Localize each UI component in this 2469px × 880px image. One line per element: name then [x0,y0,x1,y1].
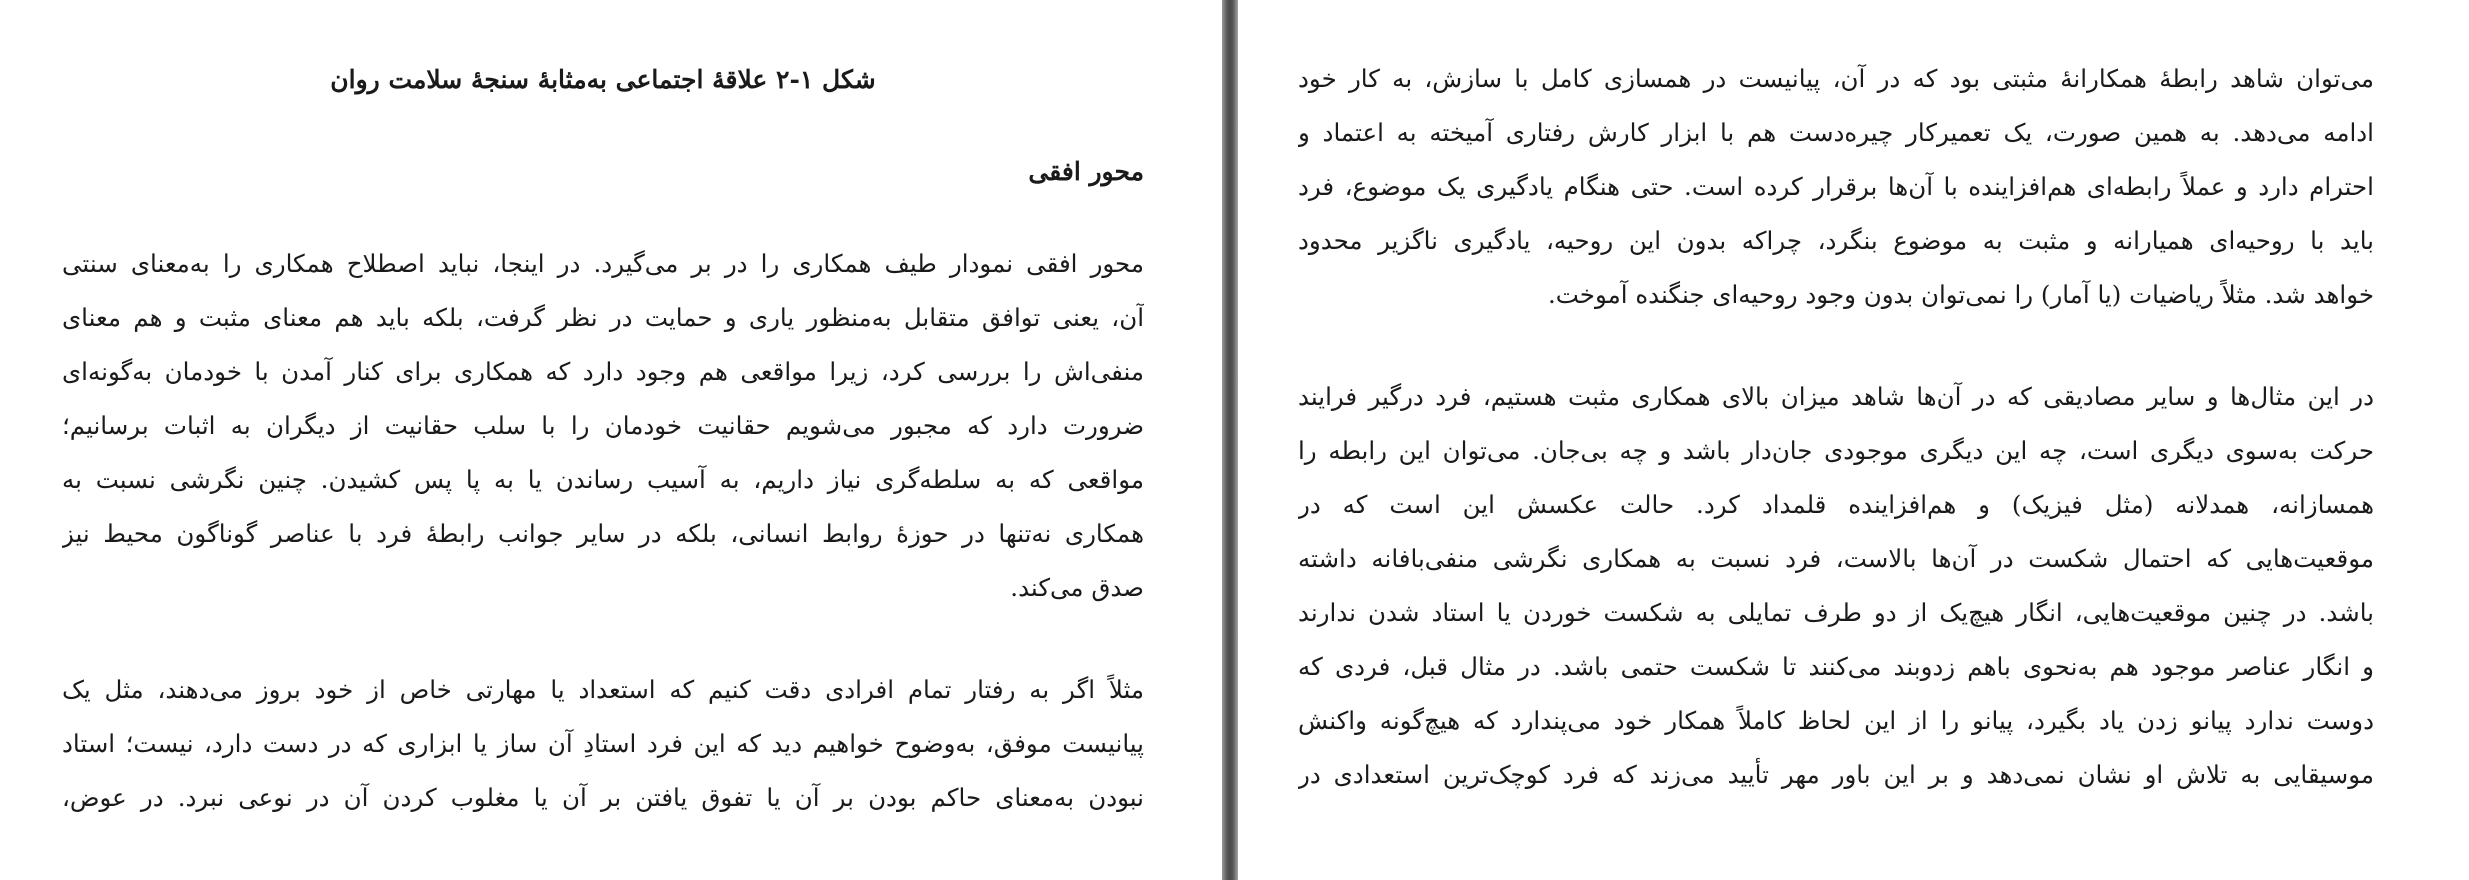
text-line: مواقعی که به سلطه‌گری نیاز داریم، به آسیب رساندن یا به پا پس کشیدن. چنین نگرشی نسبت به [62,465,1144,494]
text-line: ادامه می‌دهد. به همین صورت، یک تعمیرکار چیره‌دست هم با ابزار کارش رفتاری آمیخته به اعتماد و [1298,118,2374,147]
text-line: و انگار عناصر موجود هم به‌نحوی باهم زدوبند می‌کنند تا شکست حتمی باشد. در مثال قبل، فردی که [1298,652,2374,681]
text-line: مثلاً اگر به رفتار تمام افرادی دقت کنیم که استعداد یا مهارتی خاص از خود بروز می‌دهند، مثل یک [62,675,1144,704]
section-heading: محور افقی [1028,157,1144,186]
text-line: همکاری نه‌تنها در حوزهٔ روابط انسانی، بلکه در سایر جوانب رابطهٔ فرد با عناصر گوناگون محیط نیز [62,519,1144,548]
text-line: نبودن به‌معنای حاکم بودن بر آن یا تفوق یافتن بر آن یا مغلوب کردن آن در نوعی نبرد. در عوض، [62,783,1144,812]
text-line: آن، یعنی توافق متقابل به‌منظور یاری و حمایت در نظر گرفت، بلکه باید هم معنای مثبت و هم معنای [62,303,1144,332]
left-paragraph-2 [62,663,1144,825]
left-paragraph-1 [62,237,1144,615]
book-gutter [1222,0,1238,880]
right-paragraph-1 [1298,52,2374,322]
left-page [0,0,1222,880]
text-line: خواهد شد. مثلاً ریاضیات (یا آمار) را نمی‌توان بدون وجود روحیه‌ای جنگنده آموخت. [1547,280,2374,309]
text-line: باشد. در چنین موقعیت‌هایی، انگار هیچ‌یک از دو طرف تمایلی به شکست خوردن یا استاد شدن ندارند [1298,598,2374,627]
text-line: احترام دارد و عملاً رابطه‌ای هم‌افزاینده با آن‌ها برقرار کرده است. حتی هنگام یادگیری یک موضوع، فرد [1298,172,2374,201]
text-line: دوست ندارد پیانو زدن یاد بگیرد، پیانو را از این لحاظ کاملاً همکار خود می‌پندارد که هیچ‌گونه واکنش [1298,706,2374,735]
text-line: موقعیت‌هایی که احتمال شکست در آن‌ها بالاست، فرد نسبت به همکاری نگرشی منفی‌بافانه داشته [1298,544,2374,573]
text-line: ضرورت دارد که مجبور می‌شویم حقانیت خودمان را با سلب حقانیت از دیگران به اثبات برسانیم؛ [62,411,1144,440]
figure-title: شکل ۱-۲ علاقهٔ اجتماعی به‌مثابهٔ سنجهٔ سلامت روان [330,65,876,94]
text-line: منفی‌اش را بررسی کرد، زیرا مواقعی هم وجود دارد که همکاری برای کنار آمدن با خودمان به‌گونه‌ای [62,357,1144,386]
text-line: می‌توان شاهد رابطهٔ همکارانهٔ مثبتی بود که در آن، پیانیست در همسازی کامل با سازش، به کار خود [1298,64,2374,93]
right-paragraph-2 [1298,370,2374,802]
text-line: صدق می‌کند. [1010,573,1144,602]
text-line: پیانیست موفق، به‌وضوح خواهیم دید که این فرد استادِ آن ساز یا ابزاری که در دست دارد، نیست؛ استاد [62,729,1144,758]
text-line: موسیقایی به تلاش او نشان نمی‌دهد و بر این باور مهر تأیید می‌زند که فرد کوچک‌ترین استعدادی در [1298,760,2374,789]
text-line: حرکت به‌سوی دیگری است، چه این دیگری موجودی جان‌دار باشد و چه بی‌جان. می‌توان این رابطه را [1298,436,2374,465]
text-line: در این مثال‌ها و سایر مصادیقی که در آن‌ها شاهد میزان بالای همکاری مثبت هستیم، فرد درگیر فرایند [1298,382,2374,411]
text-line: محور افقی نمودار طیف همکاری را در بر می‌گیرد. در اینجا، نباید اصطلاح همکاری را به‌معنای سنتی [62,249,1144,278]
text-line: همسازانه، همدلانه (مثل فیزیک) و هم‌افزاینده قلمداد کرد. حالت عکسش این است که در [1298,490,2374,519]
right-page [1238,0,2469,880]
text-line: باید با روحیه‌ای همیارانه و مثبت به موضوع بنگرد، چراکه بدون این روحیه، یادگیری ناگزیر محدود [1298,226,2374,255]
